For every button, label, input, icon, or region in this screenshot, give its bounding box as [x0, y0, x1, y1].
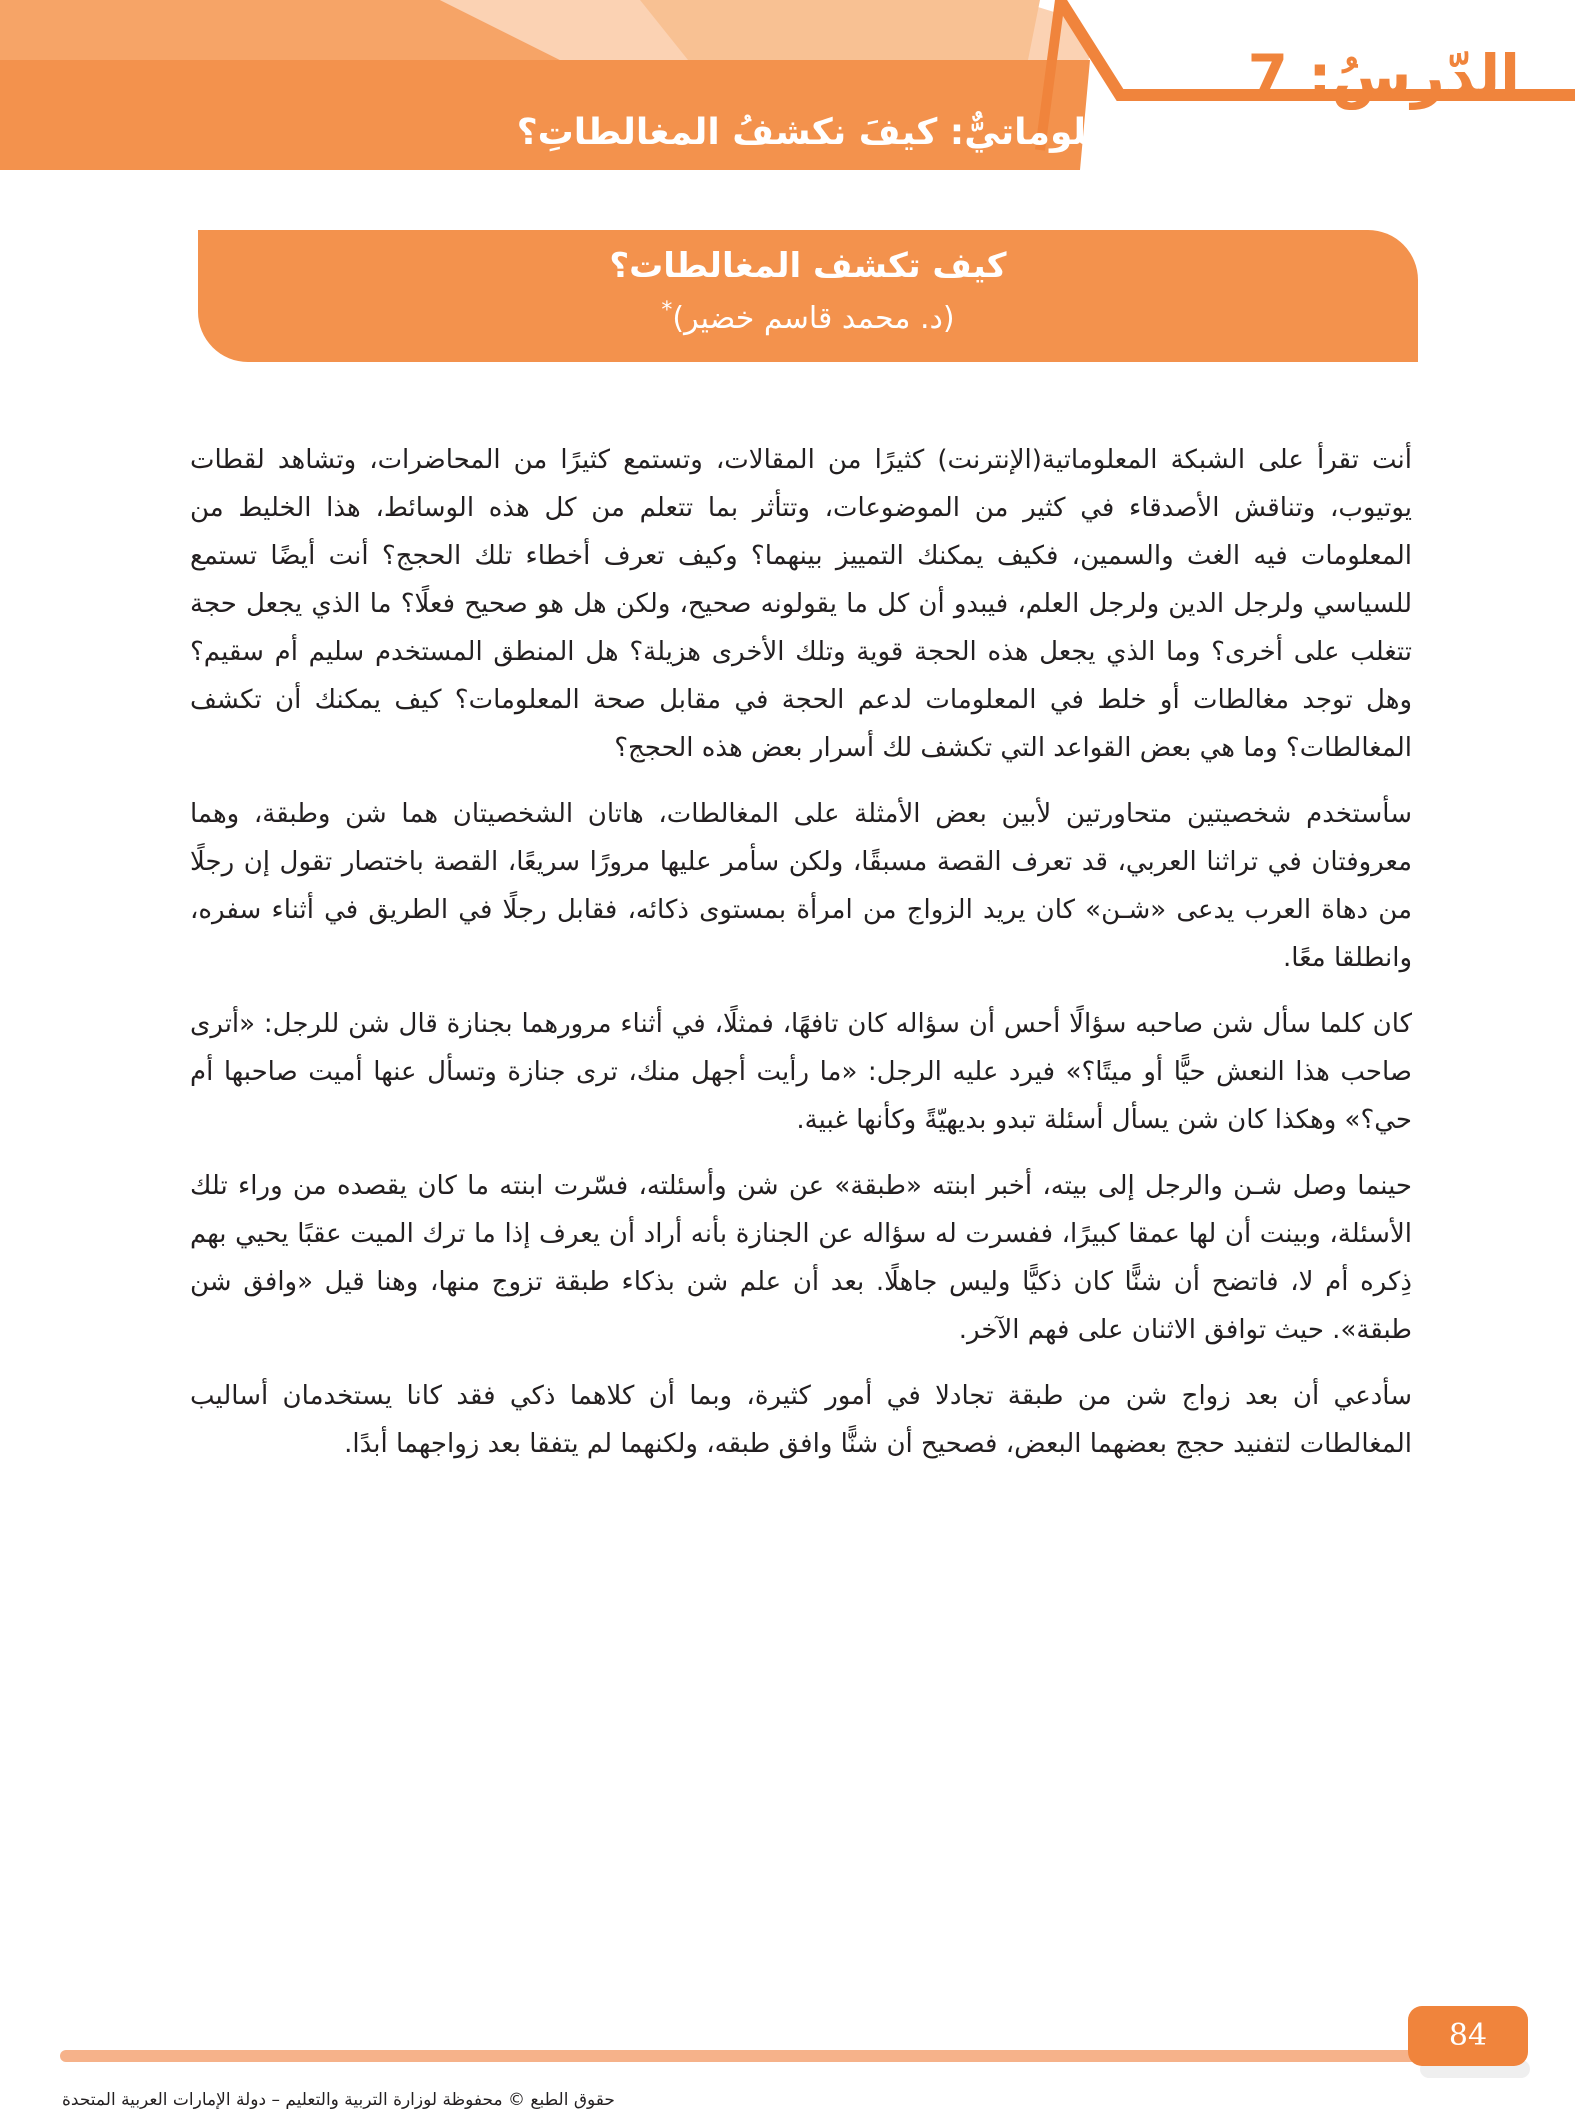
author-name: (د. محمد قاسم خضير) [672, 301, 955, 336]
article-title-box [198, 230, 1418, 362]
author-line [198, 298, 1418, 336]
paragraph: سأدعي أن بعد زواج شن من طبقة تجادلا في أمور كثيرة، وبما أن كلاهما ذكي فقد كانا يستخدمان أساليب المغالطات لتفنيد حجج بعضهما البعض، فصحيح أن شنًّا وافق طبقه، ولكنهما لم يتفقا بعد زواجهما أبدًا. [190, 1381, 1412, 1459]
copyright-notice: حقوق الطبع © محفوظة لوزارة التربية والتعليم – دولة الإمارات العربية المتحدة [62, 2090, 615, 2110]
paragraph: سأستخدم شخصيتين متحاورتين لأبين بعض الأمثلة على المغالطات، هاتان الشخصيتان هما شن وطبقة، وهما معروفتان في تراثنا العربي، قد تعرف القصة مسبقًا، ولكن سأمر عليها مرورًا سريعًا، القصة باختصار تقول إن رجلًا من دهاة العرب يدعى «شـن» كان يريد الزواج من امرأة بمستوى ذكائه، فقابل رجلًا في الطريق في أثناء سفره، وانطلقا معًا. [190, 799, 1412, 973]
page-number: 84 [1408, 2006, 1528, 2066]
paragraph: كان كلما سأل شن صاحبه سؤالًا أحس أن سؤاله كان تافهًا، فمثلًا، في أثناء مرورهما بجنازة قال شن للرجل: «أترى صاحب هذا النعش حيًّا أو ميتًا؟» فيرد عليه الرجل: «ما رأيت أجهل منك، ترى جنازة وتسأل عنها أميت صاحبها أم حي؟» وهكذا كان شن يسأل أسئلة تبدو بديهيّةً وكأنها غبية. [190, 1009, 1412, 1135]
author-footnote-mark: * [661, 298, 673, 323]
footer-bar [60, 2050, 1425, 2062]
paragraph: حينما وصل شـن والرجل إلى بيته، أخبر ابنته «طبقة» عن شن وأسئلته، فسّرت ابنته ما كان يقصده من وراء تلك الأسئلة، وبينت أن لها عمقا كبيرًا، ففسرت له سؤاله عن الجنازة بأنه أراد أن يعرف إذا ما ترك الميت عقبًا يحيي بهم ذِكره أم لا، فاتضح أن شنًّا كان ذكيًّا وليس جاهلًا. بعد أن علم شن بذكاء طبقة تزوج منها، وهنا قيل «وافق شن طبقة». حيث توافق الاثنان على فهم الآخر. [190, 1171, 1412, 1345]
lesson-subtitle: نصٌّ معلوماتيٌّ: كيفَ نكشفُ المغالطاتِ؟ [516, 112, 1205, 153]
article-title: كيف تكشف المغالطات؟ [609, 246, 1007, 286]
article-body [190, 436, 1412, 1486]
paragraph: أنت تقرأ على الشبكة المعلوماتية(الإنترنت) كثيرًا من المقالات، وتستمع كثيرًا من المحاضرات، وتشاهد لقطات يوتيوب، وتناقش الأصدقاء في كثير من الموضوعات، وتتأثر بما تتعلم من كل هذه الوسائط، هذا الخليط من المعلومات فيه الغث والسمين، فكيف يمكنك التمييز بينهما؟ وكيف تعرف أخطاء تلك الحجج؟ أنت أيضًا تستمع للسياسي ولرجل الدين ولرجل العلم، فيبدو أن كل ما يقولونه صحيح، ولكن هل هو صحيح فعلًا؟ ما الذي يجعل حجة تتغلب على أخرى؟ وما الذي يجعل هذه الحجة قوية وتلك الأخرى هزيلة؟ هل المنطق المستخدم سليم أم سقيم؟ وهل توجد مغالطات أو خلط في المعلومات لدعم الحجة في مقابل صحة المعلومات؟ كيف يمكنك أن تكشف المغالطات؟ وما هي بعض القواعد التي تكشف لك أسرار بعض هذه الحجج؟ [190, 445, 1412, 763]
lesson-title: الدّرسُ: 7 [1247, 42, 1520, 110]
